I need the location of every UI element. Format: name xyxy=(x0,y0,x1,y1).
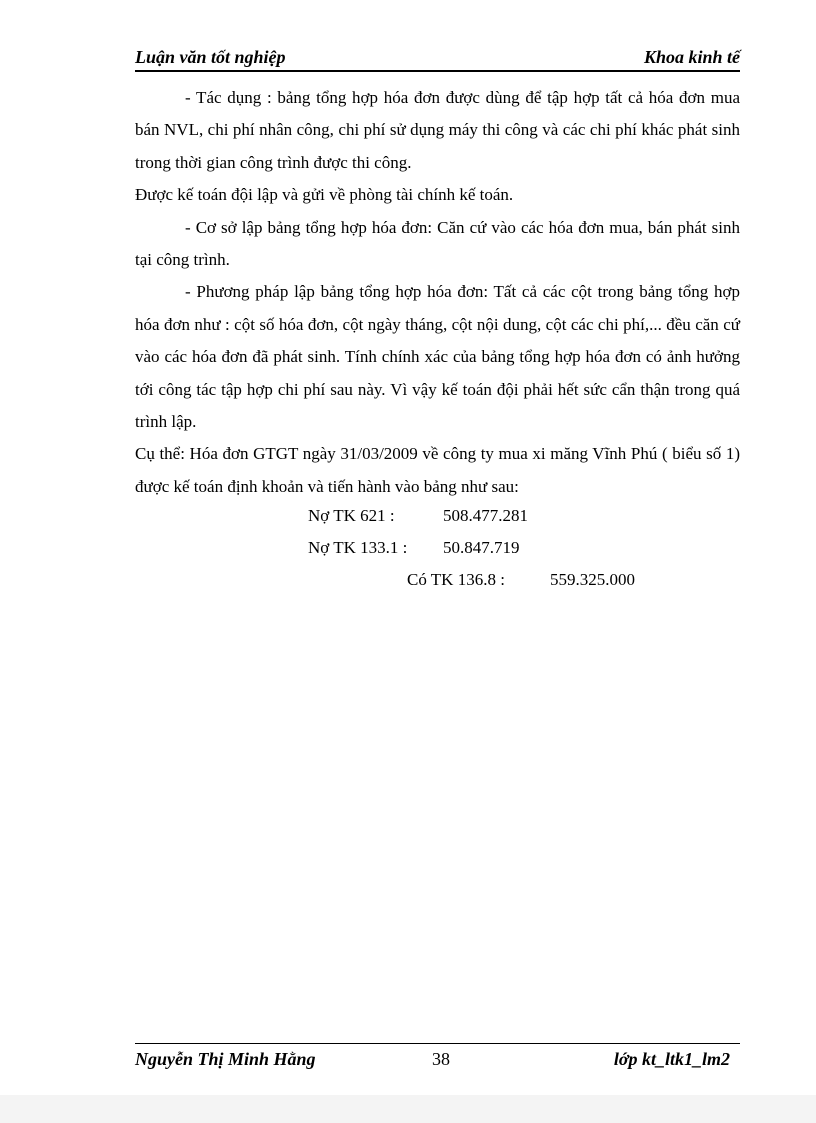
paragraph-method: - Phương pháp lập bảng tổng hợp hóa đơn: Tất cả các cột trong bảng tổng hợp hóa đơn như : cột số hóa đơn, cột ngày tháng, cột nội dung, cột các chi phí,... đều căn cứ vào các hóa đơn đã phát sinh. Tính chính xác của bảng tổng hợp hóa đơn có ảnh hưởng tới công tác tập hợp chi phí sau này. Vì vậy kế toán đội phải hết sức cẩn thận trong quá trình lập. xyxy=(135,282,740,432)
footer-author: Nguyễn Thị Minh Hằng xyxy=(135,1049,316,1069)
page-footer xyxy=(135,1043,740,1074)
page-number: 38 xyxy=(432,1049,450,1069)
header-faculty: Khoa kinh tế xyxy=(643,47,740,67)
body-text xyxy=(135,82,740,503)
entry-amount: 508.477.281 xyxy=(443,506,528,525)
entry-label: Có TK 136.8 : xyxy=(407,570,505,589)
paragraph-basis: - Cơ sở lập bảng tổng hợp hóa đơn: Căn cứ vào các hóa đơn mua, bán phát sinh tại công trình. xyxy=(135,217,740,270)
paragraph-purpose: - Tác dụng : bảng tổng hợp hóa đơn được dùng để tập hợp tất cả hóa đơn mua bán NVL, chi phí nhân công, chi phí sử dụng máy thi công và các chi phí khác phát sinh trong thời gian công trình được thi công. xyxy=(135,88,740,172)
page-bottom-margin xyxy=(0,1095,816,1123)
footer-class-code: lớp kt_ltk1_lm2 xyxy=(613,1049,730,1069)
entry-label: Nợ TK 133.1 : xyxy=(308,538,408,557)
page-header xyxy=(135,46,740,72)
paragraph-prepared-by: Được kế toán đội lập và gửi về phòng tài chính kế toán. xyxy=(135,185,514,205)
entry-label: Nợ TK 621 : xyxy=(308,506,395,525)
paragraph-example: Cụ thể: Hóa đơn GTGT ngày 31/03/2009 về công ty mua xi măng Vĩnh Phú ( biểu số 1) được kế toán định khoản và tiến hành vào bảng như sau: xyxy=(135,444,740,496)
entry-amount: 559.325.000 xyxy=(550,570,635,589)
entry-amount: 50.847.719 xyxy=(443,538,520,557)
header-thesis-title: Luận văn tốt nghiệp xyxy=(135,47,286,67)
